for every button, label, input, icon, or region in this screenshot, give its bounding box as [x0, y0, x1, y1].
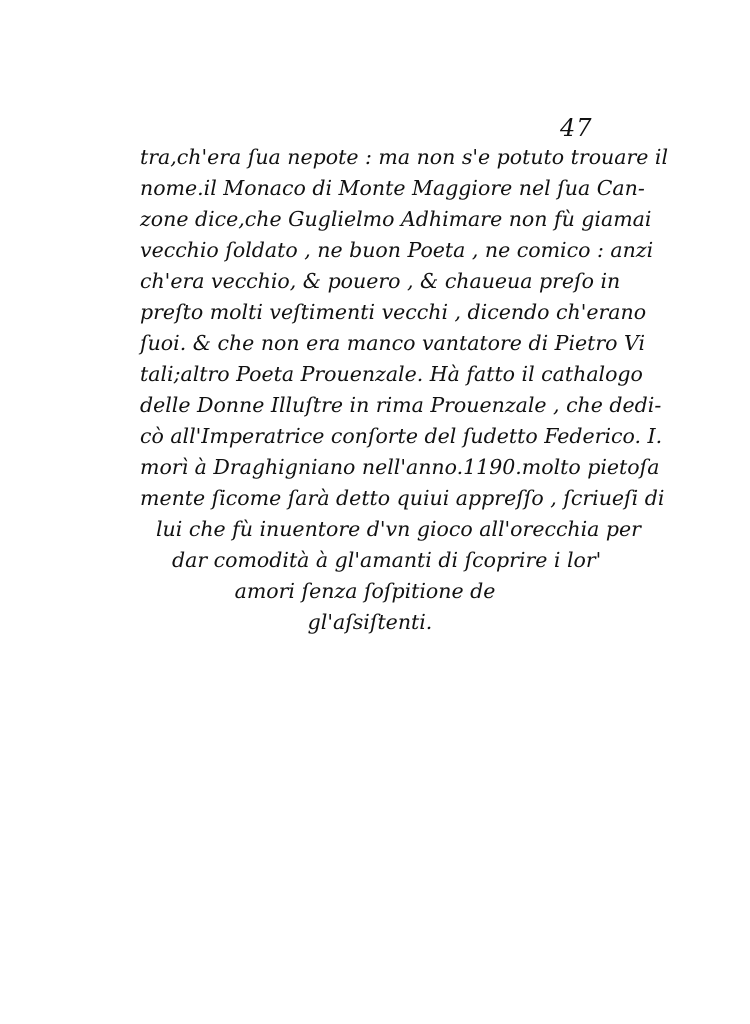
text-line-11: morì à Draghigniano nell'anno.1190.molto pietoſa: [140, 455, 660, 479]
text-line-15: amori ſenza ſoſpitione de: [234, 579, 496, 603]
text-line-4: vecchio ſoldato , ne buon Poeta , ne comico : anzi: [140, 238, 654, 262]
text-line-3: zone dice,che Guglielmo Adhimare non fù giamai: [140, 207, 652, 231]
text-line-5: ch'era vecchio, & pouero , & chaueua preſo in: [140, 269, 621, 293]
text-line-7: ſuoi. & che non era manco vantatore di Pietro Vi: [140, 331, 646, 355]
text-line-9: delle Donne Illuſtre in rima Prouenzale , che dedi-: [140, 393, 662, 417]
page-number: 47: [560, 114, 593, 142]
text-line-14: dar comodità à gl'amanti di ſcoprire i lor': [172, 548, 602, 572]
body-text: [140, 142, 669, 638]
text-line-8: tali;altro Poeta Prouenzale. Hà fatto il cathalogo: [140, 362, 643, 386]
text-line-2: nome.il Monaco di Monte Maggiore nel ſua Can-: [140, 176, 645, 200]
text-line-1: tra,ch'era ſua nepote : ma non s'e potuto trouare il: [140, 145, 669, 169]
text-line-16: gl'aſsiſtenti.: [307, 610, 433, 634]
text-line-12: mente ſicome ſarà detto quiui appreſſo , ſcriueſi di: [140, 486, 665, 510]
text-line-13: lui che fù inuentore d'vn gioco all'orecchia per: [156, 517, 641, 541]
text-line-10: cò all'Imperatrice conſorte del ſudetto Federico. I.: [140, 424, 663, 448]
text-line-6: preſto molti veſtimenti vecchi , dicendo ch'erano: [140, 300, 647, 324]
